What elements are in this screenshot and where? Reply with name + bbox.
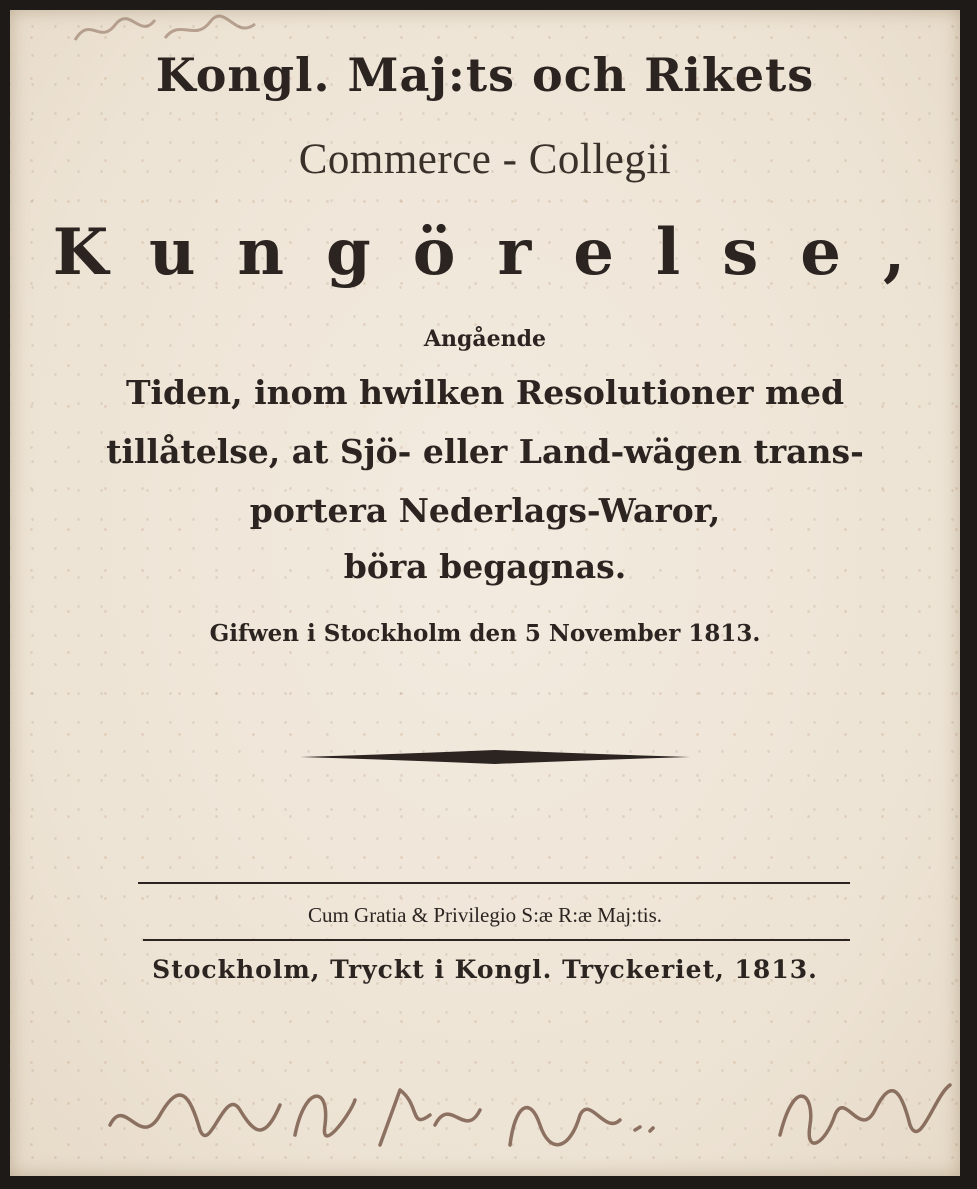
body-line-3: portera Nederlags-Waror, [249,491,721,530]
imprint-line: Stockholm, Tryckt i Kongl. Tryckeriet, 1813. [152,955,818,984]
handwritten-annotation [100,1055,660,1180]
body-line-4: böra begagnas. [343,547,627,586]
body-line-2: tillåtelse, at Sjö- eller Land-wägen trans- [106,432,864,471]
title-line-3: Kungörelse, [52,215,948,290]
ornamental-divider [300,748,690,766]
rule-top [138,882,850,884]
rule-bottom [143,939,850,941]
document-page [10,10,960,1176]
handwritten-corner-note [70,10,260,50]
dateline: Gifwen i Stockholm den 5 November 1813. [209,620,761,647]
handwritten-signature [770,1055,960,1180]
title-line-2: Commerce - Collegii [298,136,672,183]
privilege-line: Cum Gratia & Privilegio S:æ R:æ Maj:tis. [307,903,663,927]
body-line-1: Tiden, inom hwilken Resolutioner med [125,373,845,412]
subtitle: Angående [423,326,547,352]
title-line-1: Kongl. Maj:ts och Rikets [155,48,815,102]
